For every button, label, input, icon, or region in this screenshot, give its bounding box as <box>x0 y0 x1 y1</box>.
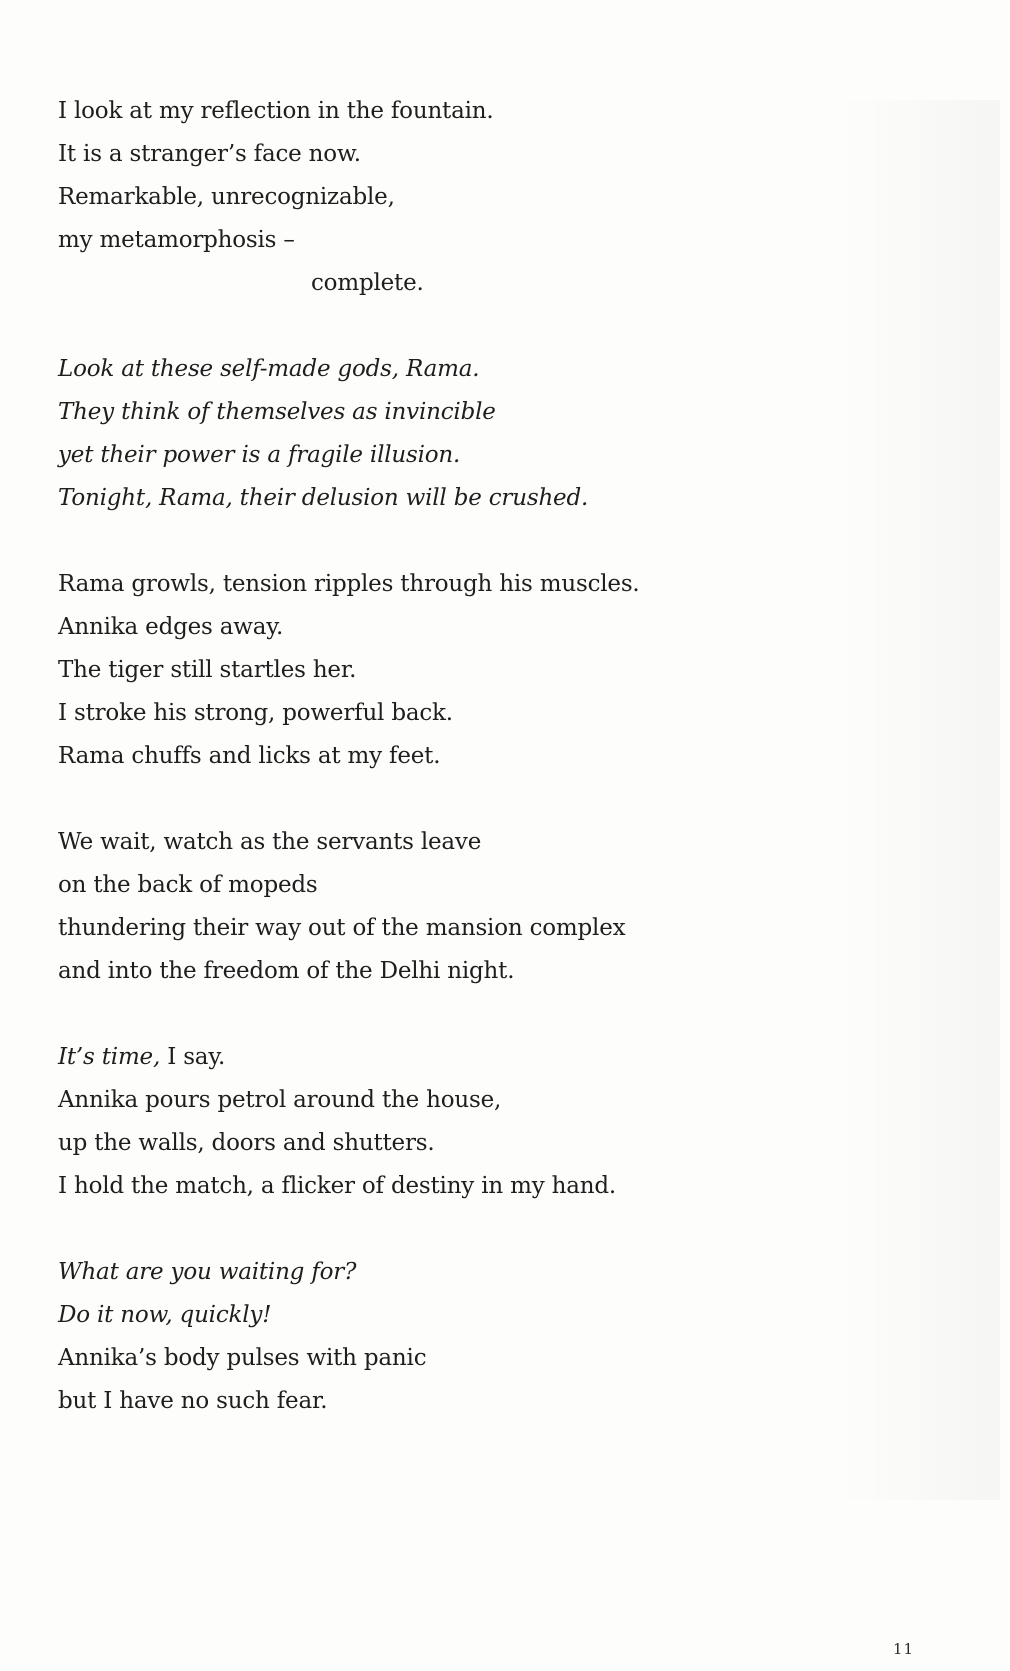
stanza-3 <box>58 563 778 778</box>
poem-line-roman-part: I say. <box>160 1044 226 1070</box>
poem-line: but I have no such fear. <box>58 1388 328 1414</box>
poem-line: thundering their way out of the mansion complex <box>58 915 626 941</box>
page-number: 11 <box>893 1640 915 1658</box>
show-through-shadow <box>840 100 1000 1500</box>
poem-line: I look at my reflection in the fountain. <box>58 98 494 124</box>
poem-line: I stroke his strong, powerful back. <box>58 700 453 726</box>
poem-line: Rama chuffs and licks at my feet. <box>58 743 441 769</box>
stanza-6 <box>58 1251 778 1423</box>
poem-line: and into the freedom of the Delhi night. <box>58 958 515 984</box>
stanza-4 <box>58 821 778 993</box>
poem-line-italic-part: It’s time, <box>58 1044 161 1070</box>
poem-line-italic: Tonight, Rama, their delusion will be crushed. <box>58 485 589 511</box>
poem-line: Annika pours petrol around the house, <box>58 1087 502 1113</box>
poem-line: on the back of mopeds <box>58 872 318 898</box>
poem-line-italic: They think of themselves as invincible <box>58 399 496 425</box>
poem-line: The tiger still startles her. <box>58 657 357 683</box>
poem-line-mixed <box>58 1036 778 1079</box>
poem-line: Annika’s body pulses with panic <box>58 1345 427 1371</box>
poem-line: I hold the match, a flicker of destiny in my hand. <box>58 1173 616 1199</box>
stanza-5 <box>58 1036 778 1208</box>
poem-line: my metamorphosis – <box>58 227 295 253</box>
poem-line-italic: Do it now, quickly! <box>58 1302 272 1328</box>
poem-body <box>58 90 778 1466</box>
poem-line-italic: What are you waiting for? <box>58 1259 357 1285</box>
stanza-2 <box>58 348 778 520</box>
poem-line-italic: yet their power is a fragile illusion. <box>58 442 461 468</box>
poem-line-italic: Look at these self-made gods, Rama. <box>58 356 480 382</box>
stanza-1 <box>58 90 778 305</box>
poem-line: Annika edges away. <box>58 614 284 640</box>
poem-line: It is a stranger’s face now. <box>58 141 361 167</box>
poem-line: up the walls, doors and shutters. <box>58 1130 435 1156</box>
poem-line: We wait, watch as the servants leave <box>58 829 482 855</box>
poem-line-indented: complete. <box>311 270 424 296</box>
poem-line: Remarkable, unrecognizable, <box>58 184 395 210</box>
poem-line: Rama growls, tension ripples through his muscles. <box>58 571 640 597</box>
